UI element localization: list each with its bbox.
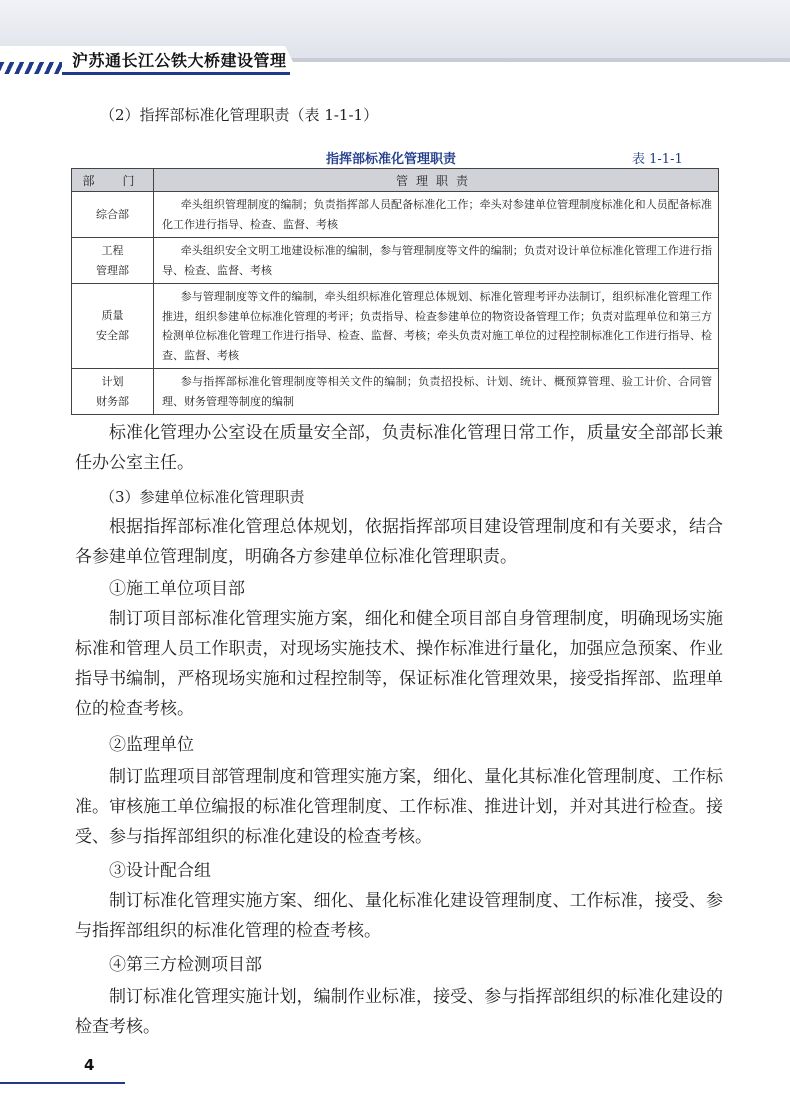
- duties-cell: 参与指挥部标准化管理制度等相关文件的编制；负责招投标、计划、统计、概预算管理、验工计价、合同管理、财务管理等制度的编制: [154, 369, 719, 415]
- subheading-design-group: ③设计配合组: [109, 861, 211, 881]
- table-number: 表 1-1-1: [632, 152, 683, 167]
- running-header-title: 沪苏通长江公铁大桥建设管理: [72, 51, 287, 70]
- table-row: [72, 369, 719, 415]
- paragraph-overview: 根据指挥部标准化管理总体规划，依据指挥部项目建设管理制度和有关要求，结合各参建单位管理制度，明确各方参建单位标准化管理职责。: [75, 517, 723, 567]
- department-name-line2: 安全部: [96, 329, 129, 342]
- subheading-supervision-unit: ②监理单位: [109, 735, 194, 755]
- paragraph-testing-unit: 制订标准化管理实施计划，编制作业标准，接受、参与指挥部组织的标准化建设的检查考核。: [75, 987, 723, 1037]
- table-row: [72, 192, 719, 238]
- department-cell: [72, 238, 154, 284]
- department-name: 综合部: [96, 207, 129, 221]
- column-header-duties: 管理职责: [154, 169, 719, 192]
- footer-rule: [0, 1082, 125, 1084]
- paragraph-supervision-unit: 制订监理项目部管理制度和管理实施方案，细化、量化其标准化管理制度、工作标准。审核施工单位编报的标准化管理制度、工作标准、推进计划，并对其进行检查。接受、参与指挥部组织的标准化建设的检查考核。: [75, 767, 723, 847]
- department-cell: [72, 192, 154, 238]
- paragraph-construction-unit: 制订项目部标准化管理实施方案，细化和健全项目部自身管理制度，明确现场实施标准和管理人员工作职责，对现场实施技术、操作标准进行量化，加强应急预案、作业指导书编制，严格现场实施和过程控制等，保证标准化管理效果，接受指挥部、监理单位的检查考核。: [75, 609, 723, 719]
- page-number: 4: [84, 1056, 95, 1074]
- department-name-line2: 管理部: [96, 263, 129, 277]
- paragraph-design-group: 制订标准化管理实施方案、细化、量化标准化建设管理制度、工作标准，接受、参与指挥部组织的标准化管理的检查考核。: [75, 891, 723, 941]
- department-name-line1: 计划: [101, 374, 124, 388]
- paragraph-office: 标准化管理办公室设在质量安全部，负责标准化管理日常工作，质量安全部部长兼任办公室主任。: [75, 423, 723, 473]
- subheading-testing-unit: ④第三方检测项目部: [109, 955, 262, 975]
- section-2-heading: （2）指挥部标准化管理职责（表 1-1-1）: [100, 106, 379, 124]
- department-name-line1: 工程: [101, 243, 124, 257]
- table-row: [72, 238, 719, 284]
- column-header-department: 部 门: [72, 169, 154, 192]
- department-cell: [72, 369, 154, 415]
- duties-table: [71, 168, 719, 415]
- subheading-construction-unit: ①施工单位项目部: [109, 579, 245, 599]
- duties-cell: 牵头组织管理制度的编制；负责指挥部人员配备标准化工作；牵头对参建单位管理制度标准化和人员配备标准化工作进行指导、检查、监督、考核: [154, 192, 719, 238]
- table-header-row: [72, 169, 719, 192]
- department-cell: [72, 284, 154, 369]
- table-row: [72, 284, 719, 369]
- table-title: 指挥部标准化管理职责: [326, 152, 457, 167]
- section-3-heading: （3）参建单位标准化管理职责: [100, 488, 305, 506]
- duties-cell: 牵头组织安全文明工地建设标准的编制，参与管理制度等文件的编制；负责对设计单位标准化管理工作进行指导、检查、监督、考核: [154, 238, 719, 284]
- department-name-line2: 财务部: [96, 394, 129, 408]
- header-stripes: [0, 62, 62, 74]
- department-name-line1: 质量: [101, 309, 124, 322]
- header-rule: [62, 72, 290, 75]
- duties-cell: 参与管理制度等文件的编制，牵头组织标准化管理总体规划、标准化管理考评办法制订，组织标准化管理工作推进，组织参建单位标准化管理的考评；负责指导、检查参建单位的物资设备管理工作；负责对监理单位和第三方检测单位标准化管理工作进行指导、检查、监督、考核；牵头负责对施工单位的过程控制标准化工作进行指导、检查、监督、考核: [154, 284, 719, 369]
